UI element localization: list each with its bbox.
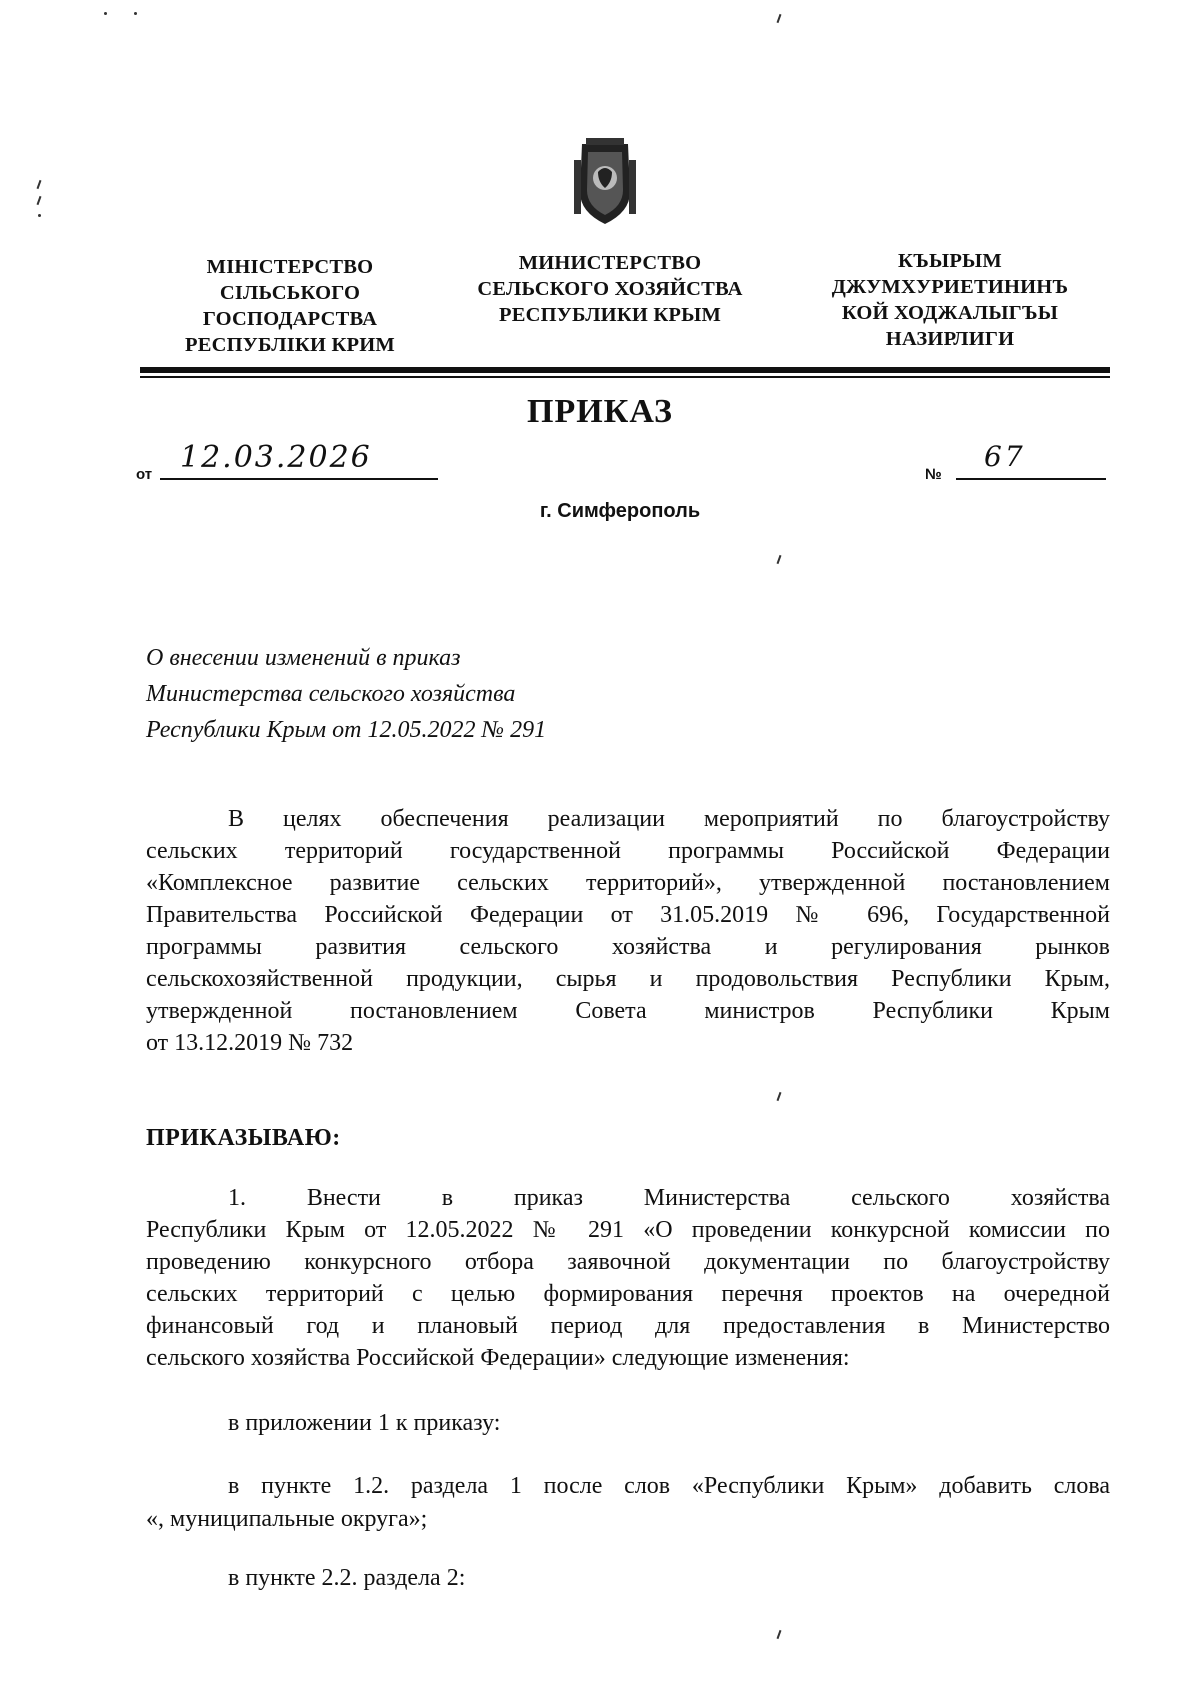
- text-line: утвержденной постановлением Совета министров Республики Крым: [146, 998, 1110, 1024]
- point-1-2-continuation: «, муниципальные округа»;: [146, 1506, 428, 1532]
- header-divider-thin: [140, 376, 1110, 378]
- header-ukrainian-line: МІНІСТЕРСТВО: [206, 256, 374, 278]
- text-line: проведению конкурсного отбора заявочной документации по благоустройству: [146, 1249, 1110, 1275]
- subject-line: О внесении изменений в приказ: [146, 645, 461, 671]
- scan-speck: [37, 180, 42, 189]
- text-line: Республики Крым от 12.05.2022 № 291 «О проведении конкурсной комиссии по: [146, 1217, 1110, 1243]
- item-1-paragraph: [146, 1182, 1110, 1374]
- header-divider-thick: [140, 367, 1110, 373]
- text-line: сельских территорий с целью формирования перечня проектов на очередной: [146, 1281, 1110, 1307]
- preamble-paragraph: [146, 803, 1110, 1059]
- header-crimean-tatar-line: НАЗИРЛИГИ: [885, 328, 1015, 350]
- number-underline: [956, 478, 1106, 480]
- header-crimean-tatar: [800, 248, 1100, 352]
- text-line: финансовый год и плановый период для предоставления в Министерство: [146, 1313, 1110, 1339]
- scan-speck: [37, 196, 42, 205]
- text-line: сельских территорий государственной программы Российской Федерации: [146, 838, 1110, 864]
- city-label: г. Симферополь: [539, 500, 701, 522]
- scan-speck: [777, 1092, 782, 1101]
- subject-block: [146, 640, 546, 748]
- subject-line: Республики Крым от 12.05.2022 № 291: [146, 717, 547, 743]
- scan-speck: [777, 14, 782, 23]
- scan-speck: [38, 214, 41, 217]
- text-line: сельскохозяйственной продукции, сырья и продовольствия Республики Крым,: [146, 966, 1110, 992]
- text-line: В целях обеспечения реализации мероприятий по благоустройству: [228, 806, 1110, 832]
- header-crimean-tatar-line: КОЙ ХОДЖАЛЫГЪЫ: [841, 302, 1059, 324]
- text-line: от 13.12.2019 № 732: [146, 1030, 354, 1056]
- handwritten-number: 67: [984, 440, 1026, 473]
- order-heading: ПРИКАЗЫВАЮ:: [146, 1125, 341, 1151]
- annex-line: в приложении 1 к приказу:: [228, 1410, 501, 1436]
- point-1-2-paragraph: [146, 1470, 1110, 1502]
- date-underline: [160, 478, 438, 480]
- header-ukrainian-line: СІЛЬСЬКОГО: [219, 282, 361, 304]
- number-prefix: №: [925, 466, 942, 483]
- document-title: ПРИКАЗ: [527, 393, 673, 430]
- text-line: сельского хозяйства Российской Федерации» следующие изменения:: [146, 1345, 850, 1371]
- text-line: программы развития сельского хозяйства и регулирования рынков: [146, 934, 1110, 960]
- header-ukrainian: [150, 254, 430, 358]
- header-crimean-tatar-line: ДЖУМХУРИЕТИНИНЪ: [831, 276, 1069, 298]
- scan-speck: [134, 12, 137, 15]
- subject-line: Министерства сельского хозяйства: [146, 681, 516, 707]
- header-ukrainian-line: РЕСПУБЛІКИ КРИМ: [185, 334, 395, 356]
- text-line: в пункте 1.2. раздела 1 после слов «Республики Крым» добавить слова: [228, 1473, 1110, 1499]
- scan-speck: [777, 1630, 782, 1639]
- text-line: 1. Внести в приказ Министерства сельского хозяйства: [228, 1185, 1110, 1211]
- header-russian: [440, 250, 780, 328]
- coat-of-arms-emblem: [572, 138, 638, 228]
- point-2-2-line: в пункте 2.2. раздела 2:: [228, 1565, 466, 1591]
- date-prefix: от: [136, 466, 153, 483]
- scan-speck: [777, 555, 782, 564]
- handwritten-date: 12.03.2026: [180, 440, 372, 475]
- header-russian-line: СЕЛЬСКОГО ХОЗЯЙСТВА: [477, 278, 743, 300]
- header-crimean-tatar-line: КЪЫРЫМ: [898, 250, 1002, 272]
- header-russian-line: РЕСПУБЛИКИ КРЫМ: [498, 304, 722, 326]
- text-line: Правительства Российской Федерации от 31.05.2019 № 696, Государственной: [146, 902, 1110, 928]
- text-line: «Комплексное развитие сельских территорий», утвержденной постановлением: [146, 870, 1110, 896]
- scan-speck: [104, 12, 107, 15]
- header-ukrainian-line: ГОСПОДАРСТВА: [202, 308, 378, 330]
- header-russian-line: МИНИСТЕРСТВО: [518, 252, 702, 274]
